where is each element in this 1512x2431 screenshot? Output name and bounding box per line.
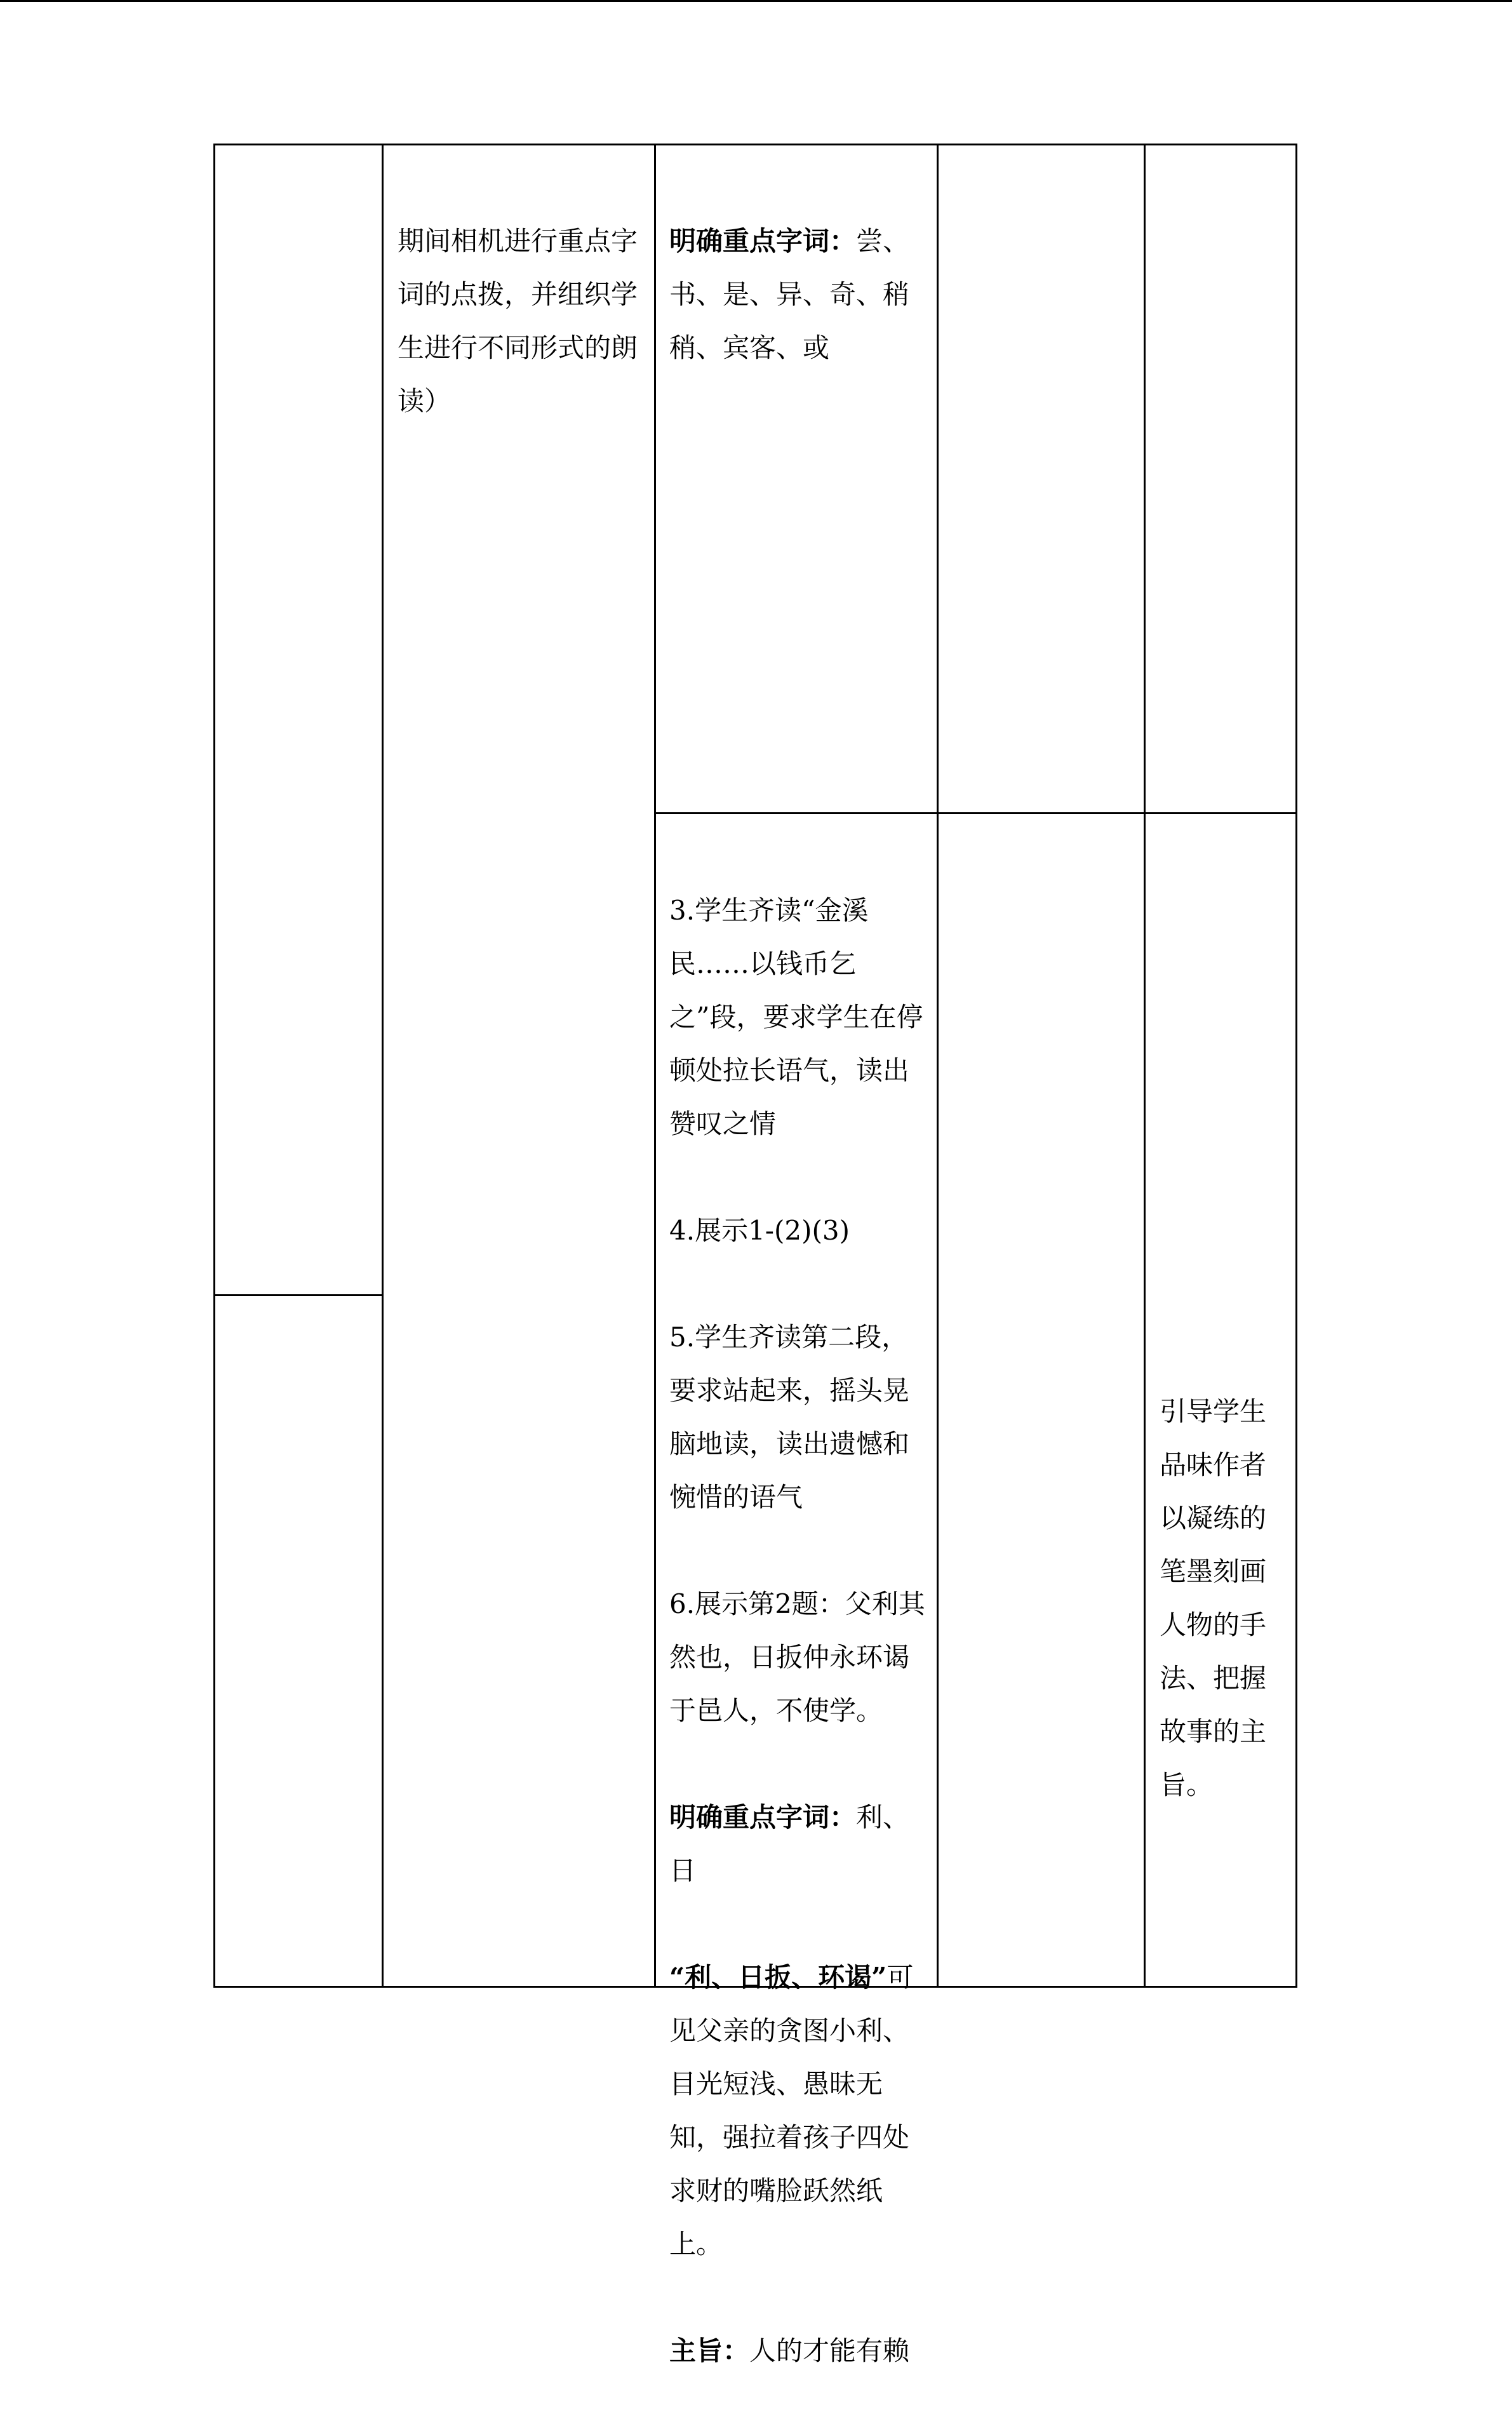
table-left-border <box>213 144 215 1988</box>
cell-student-activity-bottom <box>669 831 930 2431</box>
col-divider-4 <box>1144 144 1146 1988</box>
lesson-plan-table <box>213 144 1297 2366</box>
cell-teacher-activity <box>398 161 645 428</box>
col-divider-1 <box>382 144 384 1988</box>
theme-text: 人的才能有赖 <box>749 2335 910 2366</box>
row-divider-col1 <box>213 1294 384 1296</box>
analysis-body: 可见父亲的贪图小利、目光短浅、愚昧无知，强拉着孩子四处求财的嘴脸跃然纸上。 <box>669 1962 914 2260</box>
table-top-border <box>213 144 1297 145</box>
step-6-text: 6.展示第2题：父利其然也，日扳仲永环谒于邑人，不使学。 <box>669 1588 925 1726</box>
theme-label: 主旨： <box>669 2335 750 2366</box>
keyword-line-2 <box>669 1791 930 1898</box>
step-4-text: 4.展示1-(2)(3) <box>669 1215 850 1246</box>
row-divider-cols3-5 <box>654 812 1297 814</box>
keyword-label: 明确重点字词： <box>669 225 857 257</box>
step-5-text: 5.学生齐读第二段，要求站起来，摇头晃脑地读，读出遗憾和惋惜的语气 <box>669 1322 910 1513</box>
keyword-text-2: 利、日 <box>669 1802 910 1886</box>
step-3-text: 3.学生齐读“金溪民……以钱币乞之”段，要求学生在停顿处拉长语气，读出赞叹之情 <box>669 895 923 1139</box>
analysis-text <box>669 1951 930 2271</box>
cell-design-intent <box>1160 1332 1287 1812</box>
keyword-text: 尝、书、是、异、奇、稍稍、宾客、或 <box>669 225 910 363</box>
theme-line <box>669 2324 930 2378</box>
page-top-border <box>0 0 1512 2</box>
keyword-label-2: 明确重点字词： <box>669 1802 857 1833</box>
design-intent-text: 引导学生品味作者以凝练的笔墨刻画人物的手法、把握故事的主旨。 <box>1160 1396 1267 1800</box>
analysis-quote: “利、日扳、环谒” <box>669 1962 887 1993</box>
col-divider-3 <box>937 144 939 1988</box>
cell-student-activity-top <box>669 161 930 375</box>
teacher-activity-text: 期间相机进行重点字词的点拨，并组织学生进行不同形式的朗读） <box>398 225 638 417</box>
col-divider-2 <box>654 144 656 1988</box>
table-right-border <box>1295 144 1297 1988</box>
